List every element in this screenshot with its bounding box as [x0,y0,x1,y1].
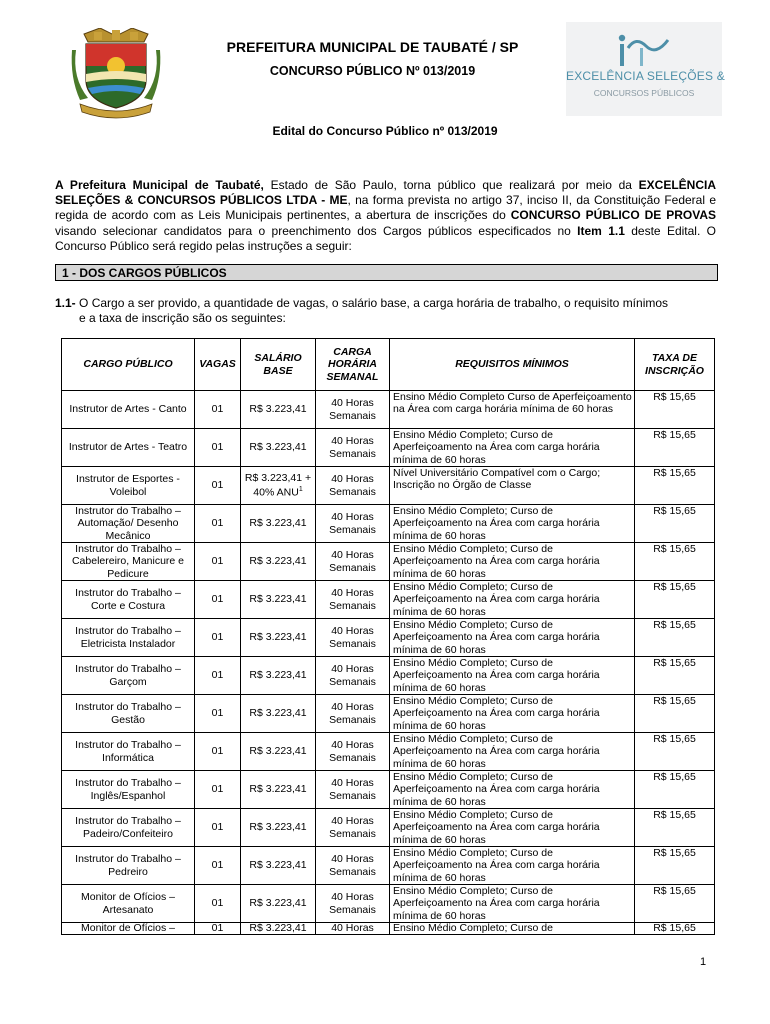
cell-requisitos [390,543,635,581]
header-taxa: TAXA DE INSCRIÇÃO [635,339,715,391]
cell-requisitos [390,581,635,619]
cell-carga [316,391,390,429]
cell-taxa-text: R$ 15,65 [653,771,696,783]
cell-taxa [635,657,715,695]
cell-requisitos-text: Ensino Médio Completo; Curso de [393,922,553,934]
cell-carga [316,733,390,771]
cell-requisitos [390,771,635,809]
cell-requisitos-text: Ensino Médio Completo; Curso de Aperfeiçoamento na Área com carga horária mínima de 60 horas [393,733,600,770]
cell-salario-text: R$ 3.223,41 [249,631,307,644]
item-text-line-1: O Cargo a ser provido, a quantidade de vagas, o salário base, a carga horária de trabalho, o requisito mínimos [75,296,669,310]
cell-salario [241,581,316,619]
cell-carga-text: 40 Horas Semanais [329,549,376,574]
cell-salario-text: R$ 3.223,41 + 40% ANU [244,471,312,499]
table-row [62,619,715,657]
cell-taxa-text: R$ 15,65 [653,619,696,631]
intro-bold-4: Item 1.1 [577,223,625,238]
cell-taxa-text: R$ 15,65 [653,581,696,593]
taubate-crest-logo [70,28,162,120]
cell-carga [316,581,390,619]
cell-requisitos [390,733,635,771]
cell-taxa [635,847,715,885]
cell-requisitos [390,847,635,885]
cell-requisitos-text: Ensino Médio Completo; Curso de Aperfeiçoamento na Área com carga horária mínima de 60 horas [393,885,600,922]
cell-carga [316,771,390,809]
cell-carga-text: 40 Horas Semanais [329,853,376,878]
cell-salario [241,391,316,429]
logo-line-1: EXCELÊNCIA SELEÇÕES & [566,69,725,83]
cell-carga-text: 40 Horas Semanais [329,777,376,802]
cell-carga [316,619,390,657]
cell-cargo [62,695,195,733]
cell-carga-text: 40 Horas Semanais [329,663,376,688]
cell-taxa-text: R$ 15,65 [653,733,696,745]
cell-salario-text: R$ 3.223,41 [249,593,307,606]
cell-vagas-text: 01 [211,859,224,872]
intro-text-3: visando selecionar candidatos para o preenchimento dos Cargos públicos especificados no [55,223,578,238]
cell-salario-text: R$ 3.223,41 [249,441,307,454]
table-row [62,885,715,923]
cell-vagas-text: 01 [211,745,224,758]
cell-salario [241,429,316,467]
cell-vagas [195,543,241,581]
cell-vagas-text: 01 [211,517,224,530]
cell-cargo [62,809,195,847]
cell-cargo-text: Instrutor do Trabalho – Pedreiro [75,853,181,878]
cell-salario [241,543,316,581]
table-row [62,733,715,771]
cell-carga-text: 40 Horas Semanais [329,891,376,916]
item-text-line-2: e a taxa de inscrição são os seguintes: [79,311,286,325]
cell-requisitos-text: Ensino Médio Completo; Curso de Aperfeiçoamento na Área com carga horária mínima de 60 horas [393,771,600,808]
cell-salario-text: R$ 3.223,41 [249,783,307,796]
cell-taxa [635,923,715,935]
edital-heading: Edital do Concurso Público nº 013/2019 [272,124,498,138]
cell-taxa [635,885,715,923]
cell-requisitos [390,619,635,657]
cell-carga-text: 40 Horas Semanais [329,397,376,422]
cell-carga [316,467,390,505]
table-row [62,391,715,429]
cell-vagas-text: 01 [211,441,224,454]
cell-cargo [62,619,195,657]
cell-cargo-text: Monitor de Ofícios – Artesanato [81,891,175,916]
cell-requisitos-text: Ensino Médio Completo; Curso de Aperfeiçoamento na Área com carga horária mínima de 60 horas [393,809,600,846]
cell-salario [241,467,316,505]
cell-vagas-text: 01 [211,707,224,720]
cell-salario [241,771,316,809]
cell-taxa-text: R$ 15,65 [653,505,696,517]
cell-requisitos-text: Ensino Médio Completo; Curso de Aperfeiçoamento na Área com carga horária mínima de 60 horas [393,847,600,884]
cell-requisitos [390,391,635,429]
cell-vagas-text: 01 [211,669,224,682]
document-subtitle: CONCURSO PÚBLICO Nº 013/2019 [269,64,476,78]
cell-salario-text: R$ 3.223,41 [249,403,307,416]
cell-cargo [62,923,195,935]
cell-vagas-text: 01 [211,922,224,934]
cell-cargo-text: Instrutor do Trabalho – Eletricista Instalador [75,625,181,650]
header-requisitos: REQUISITOS MÍNIMOS [390,339,635,391]
cell-carga [316,923,390,935]
cell-cargo [62,543,195,581]
cell-salario [241,923,316,935]
cell-requisitos-text: Ensino Médio Completo Curso de Aperfeiçoamento na Área com carga horária mínima de 60 horas [393,391,632,416]
cell-cargo-text: Monitor de Ofícios – [81,922,175,934]
cell-requisitos [390,505,635,543]
cell-taxa [635,619,715,657]
cell-requisitos [390,657,635,695]
cell-carga-text: 40 Horas Semanais [329,815,376,840]
cell-requisitos-text: Ensino Médio Completo; Curso de Aperfeiçoamento na Área com carga horária mínima de 60 horas [393,695,600,732]
cell-requisitos-text: Ensino Médio Completo; Curso de Aperfeiçoamento na Área com carga horária mínima de 60 horas [393,543,600,580]
cell-salario [241,657,316,695]
cell-cargo-text: Instrutor do Trabalho – Garçom [75,663,181,688]
cell-salario [241,885,316,923]
cell-vagas-text: 01 [211,555,224,568]
header-vagas: VAGAS [195,339,241,391]
cell-requisitos-text: Ensino Médio Completo; Curso de Aperfeiçoamento na Área com carga horária mínima de 60 horas [393,581,600,618]
intro-text-2: , na forma prevista no artigo 37, inciso II, da Constituição Federal e regida de acordo com as Leis Municipais pertinentes, a abertura de inscrições do [55,193,716,223]
table-row [62,505,715,543]
table-row [62,657,715,695]
cell-requisitos [390,809,635,847]
cell-vagas [195,467,241,505]
cell-salario-text: R$ 3.223,41 [249,859,307,872]
cell-vagas [195,505,241,543]
table-row [62,581,715,619]
cell-vagas-text: 01 [211,479,224,492]
cell-salario-text: R$ 3.223,41 [249,897,307,910]
cell-carga-text: 40 Horas Semanais [329,473,376,498]
cell-salario [241,695,316,733]
cell-vagas [195,847,241,885]
cell-requisitos-text: Nível Universitário Compatível com o Cargo; Inscrição no Órgão de Classe [393,467,601,492]
cell-requisitos [390,923,635,935]
item-number: 1.1- [55,296,76,310]
cell-cargo [62,467,195,505]
cell-carga [316,505,390,543]
table-row [62,923,715,935]
cell-vagas [195,391,241,429]
cell-cargo-text: Instrutor do Trabalho – Corte e Costura [75,587,181,612]
cell-carga [316,657,390,695]
cell-carga-text: 40 Horas Semanais [329,511,376,536]
header-cargo: CARGO PÚBLICO [62,339,195,391]
cell-vagas [195,733,241,771]
intro-bold-3: CONCURSO PÚBLICO DE PROVAS [510,208,716,223]
cell-vagas [195,581,241,619]
cell-cargo-text: Instrutor do Trabalho – Gestão [75,701,181,726]
section-heading-cargos: 1 - DOS CARGOS PÚBLICOS [55,264,718,281]
cell-taxa [635,771,715,809]
cell-cargo-text: Instrutor de Artes - Canto [69,403,187,416]
cell-cargo-text: Instrutor do Trabalho – Padeiro/Confeiteiro [75,815,181,840]
cell-taxa [635,391,715,429]
cell-vagas [195,923,241,935]
cell-taxa-text: R$ 15,65 [653,695,696,707]
cell-vagas-text: 01 [211,631,224,644]
cell-vagas [195,429,241,467]
cell-carga [316,809,390,847]
cell-carga-text: 40 Horas Semanais [329,701,376,726]
table-row [62,429,715,467]
cell-cargo-text: Instrutor do Trabalho – Automação/ Desenho Mecânico [75,505,181,542]
cell-requisitos [390,695,635,733]
cell-carga-text: 40 Horas Semanais [329,739,376,764]
cell-taxa-text: R$ 15,65 [653,391,696,403]
cell-salario-text: R$ 3.223,41 [249,669,307,682]
cell-taxa-text: R$ 15,65 [653,885,696,897]
cell-carga [316,885,390,923]
cell-taxa [635,809,715,847]
excelencia-logo-mark-icon [616,32,676,68]
cell-cargo [62,657,195,695]
intro-text-4: deste Edital. O Concurso Público será regido pelas instruções a seguir: [55,223,716,253]
cell-carga-text: 40 Horas Semanais [329,587,376,612]
cell-requisitos [390,429,635,467]
cell-salario-text: R$ 3.223,41 [249,707,307,720]
cell-taxa-text: R$ 15,65 [653,809,696,821]
table-row [62,467,715,505]
cell-cargo [62,885,195,923]
excelencia-logo [566,22,725,116]
cell-taxa [635,543,715,581]
cell-carga [316,543,390,581]
cell-taxa [635,429,715,467]
cell-requisitos-text: Ensino Médio Completo; Curso de Aperfeiçoamento na Área com carga horária mínima de 60 horas [393,429,600,466]
cell-salario-text: R$ 3.223,41 [249,555,307,568]
item-1-1-paragraph [55,296,716,326]
table-row [62,695,715,733]
cell-cargo-text: Instrutor do Trabalho – Inglês/Espanhol [75,777,181,802]
footnote-marker: 1 [298,486,303,494]
cell-vagas-text: 01 [211,821,224,834]
table-header-row [62,339,715,391]
header-salario: SALÁRIO BASE [241,339,316,391]
cell-cargo [62,733,195,771]
cell-salario [241,847,316,885]
cell-cargo-text: Instrutor do Trabalho – Informática [75,739,181,764]
cell-salario [241,505,316,543]
cell-salario-text: R$ 3.223,41 [249,922,307,934]
header-carga: CARGA HORÁRIA SEMANAL [316,339,390,391]
cell-salario-text: R$ 3.223,41 [249,745,307,758]
cell-vagas-text: 01 [211,897,224,910]
cell-vagas [195,619,241,657]
cell-requisitos-text: Ensino Médio Completo; Curso de Aperfeiçoamento na Área com carga horária mínima de 60 horas [393,657,600,694]
intro-text-1: Estado de São Paulo, torna público que realizará por meio da [263,178,639,192]
cell-vagas [195,885,241,923]
intro-bold-1: A Prefeitura Municipal de Taubaté, [55,178,264,192]
cell-carga [316,429,390,467]
cell-salario [241,809,316,847]
cargos-table [61,338,715,935]
cell-taxa [635,467,715,505]
cell-cargo [62,581,195,619]
cell-cargo [62,847,195,885]
table-row [62,847,715,885]
cell-cargo-text: Instrutor de Esportes - Voleibol [76,473,180,498]
cell-taxa [635,505,715,543]
cell-cargo-text: Instrutor de Artes - Teatro [68,441,188,454]
cell-salario [241,733,316,771]
cell-vagas [195,657,241,695]
cell-taxa-text: R$ 15,65 [653,847,696,859]
cell-requisitos [390,885,635,923]
cell-cargo [62,429,195,467]
cell-vagas-text: 01 [211,403,224,416]
cell-taxa-text: R$ 15,65 [653,467,696,479]
cell-taxa-text: R$ 15,65 [653,922,696,934]
cell-vagas [195,771,241,809]
cell-taxa-text: R$ 15,65 [653,429,696,441]
cell-requisitos [390,467,635,505]
table-row [62,543,715,581]
cell-carga [316,695,390,733]
intro-paragraph [55,178,716,254]
cell-cargo [62,771,195,809]
cell-taxa [635,581,715,619]
cell-carga-text: 40 Horas Semanais [329,435,376,460]
cell-taxa [635,695,715,733]
cell-cargo [62,391,195,429]
cell-carga-text: 40 Horas Semanais [329,625,376,650]
cell-salario [241,619,316,657]
cell-vagas-text: 01 [211,783,224,796]
cell-vagas [195,695,241,733]
document-title: PREFEITURA MUNICIPAL DE TAUBATÉ / SP [226,39,519,55]
cell-taxa-text: R$ 15,65 [653,543,696,555]
cell-requisitos-text: Ensino Médio Completo; Curso de Aperfeiçoamento na Área com carga horária mínima de 60 horas [393,619,600,656]
cell-taxa-text: R$ 15,65 [653,657,696,669]
cell-vagas [195,809,241,847]
table-row [62,771,715,809]
cell-salario-text: R$ 3.223,41 [249,517,307,530]
page-number: 1 [700,956,707,968]
cell-carga [316,847,390,885]
cell-cargo-text: Instrutor do Trabalho – Cabelereiro, Manicure e Pedicure [71,543,185,580]
intro-bold-2: EXCELÊNCIA SELEÇÕES & CONCURSOS PÚBLICOS LTDA - ME [55,178,716,208]
cell-carga-text: 40 Horas [331,922,374,934]
cell-salario-text: R$ 3.223,41 [249,821,307,834]
cell-vagas-text: 01 [211,593,224,606]
cell-cargo [62,505,195,543]
cell-requisitos-text: Ensino Médio Completo; Curso de Aperfeiçoamento na Área com carga horária mínima de 60 horas [393,505,600,542]
logo-line-2: CONCURSOS PÚBLICOS [593,88,695,98]
cell-taxa [635,733,715,771]
table-row [62,809,715,847]
